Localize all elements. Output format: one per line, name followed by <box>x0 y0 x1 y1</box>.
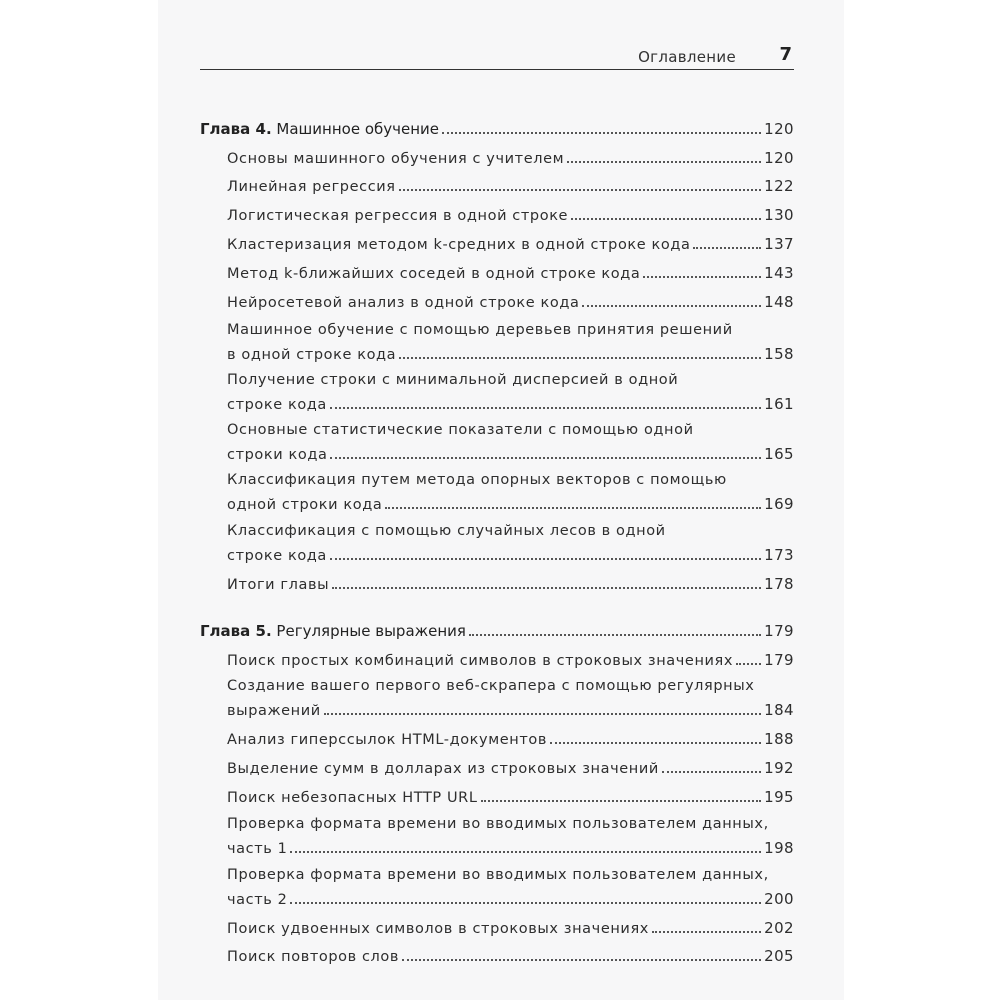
chapter-label: Глава 5. <box>200 622 272 640</box>
toc-entry <box>227 786 794 806</box>
toc-entry <box>227 204 794 224</box>
entry-title: Поиск небезопасных HTTP URL <box>227 790 478 806</box>
entry-title: Поиск удвоенных символов в строковых значениях <box>227 921 649 937</box>
entry-title-line-2: часть 2 <box>227 892 288 908</box>
page-number: 120 <box>764 149 794 167</box>
dot-leader <box>571 217 761 220</box>
page-number: 192 <box>764 759 794 777</box>
entry-title-line-1: Создание вашего первого веб-скрапера с помощью регулярных <box>227 678 755 694</box>
page-number: 205 <box>764 947 794 965</box>
dot-leader <box>399 356 761 359</box>
toc-entry <box>227 678 794 719</box>
dot-leader <box>330 456 761 459</box>
chapter-title: Машинное обучение <box>276 120 439 138</box>
page-number: 161 <box>764 395 794 413</box>
dot-leader <box>290 901 761 904</box>
toc-entry <box>227 372 794 413</box>
entry-title-line-2: одной строки кода <box>227 497 383 513</box>
entry-title-line-1: Получение строки с минимальной дисперсией в одной <box>227 372 679 388</box>
entry-title: Нейросетевой анализ в одной строке кода <box>227 295 580 311</box>
dot-leader <box>736 662 761 665</box>
dot-leader <box>442 131 761 134</box>
dot-leader <box>332 586 761 589</box>
dot-leader <box>567 160 761 163</box>
toc-entry <box>227 757 794 777</box>
entry-title: Выделение сумм в долларах из строковых значений <box>227 761 659 777</box>
dot-leader <box>481 799 762 802</box>
page-number: 179 <box>764 651 794 669</box>
entry-title: Анализ гиперссылок HTML-документов <box>227 732 548 748</box>
entry-title-line-1: Основные статистические показатели с помощью одной <box>227 422 694 438</box>
entry-title: Поиск повторов слов <box>227 949 400 965</box>
page-number: 137 <box>764 235 794 253</box>
toc-entry <box>227 523 794 564</box>
dot-leader <box>399 188 762 191</box>
toc-chapter-4 <box>200 118 794 138</box>
dot-leader <box>385 506 761 509</box>
toc-entry <box>227 573 794 593</box>
toc-chapter-5 <box>200 620 794 640</box>
page-number: 130 <box>764 206 794 224</box>
dot-leader <box>643 275 761 278</box>
entry-title-line-2: строке кода <box>227 548 327 564</box>
toc-entry <box>227 233 794 253</box>
dot-leader <box>652 930 761 933</box>
toc-entry <box>227 917 794 937</box>
toc-entry <box>227 422 794 463</box>
page-number: 178 <box>764 575 794 593</box>
page-number: 195 <box>764 788 794 806</box>
dot-leader <box>290 850 761 853</box>
toc-entry <box>227 147 794 167</box>
entry-title: Кластеризация методом k-средних в одной строке кода <box>227 237 691 253</box>
entry-title-line-1: Классификация с помощью случайных лесов в одной <box>227 523 666 539</box>
page-number: 198 <box>764 839 794 857</box>
header-title: Оглавление <box>638 48 736 66</box>
entry-title-line-1: Классификация путем метода опорных векторов с помощью <box>227 472 727 488</box>
page-number: 148 <box>764 293 794 311</box>
entry-title-line-2: выражений <box>227 703 321 719</box>
dot-leader <box>330 557 761 560</box>
entry-title: Поиск простых комбинаций символов в строковых значениях <box>227 653 734 669</box>
entry-title: Линейная регрессия <box>227 179 396 195</box>
page-number: 169 <box>764 495 794 513</box>
header-page-number: 7 <box>779 44 792 65</box>
entry-title-line-2: строке кода <box>227 397 327 413</box>
page-number: 188 <box>764 730 794 748</box>
toc-entry <box>227 649 794 669</box>
toc-entry <box>227 867 794 908</box>
page-number: 158 <box>764 345 794 363</box>
dot-leader <box>693 246 761 249</box>
entry-title: Основы машинного обучения с учителем <box>227 151 565 167</box>
page-number: 184 <box>764 701 794 719</box>
entry-title: Итоги главы <box>227 577 330 593</box>
page-number: 173 <box>764 546 794 564</box>
page-number: 165 <box>764 445 794 463</box>
toc-entry <box>227 322 794 363</box>
entry-title: Логистическая регрессия в одной строке <box>227 208 569 224</box>
dot-leader <box>550 741 761 744</box>
toc-entry <box>227 728 794 748</box>
dot-leader <box>402 958 761 961</box>
page-number: 143 <box>764 264 794 282</box>
toc-entry <box>227 262 794 282</box>
entry-title-line-2: часть 1 <box>227 841 288 857</box>
page-number: 122 <box>764 177 794 195</box>
entry-title-line-1: Проверка формата времени во вводимых пользователем данных, <box>227 867 769 883</box>
page-number: 202 <box>764 919 794 937</box>
page-number: 200 <box>764 890 794 908</box>
entry-title-line-1: Машинное обучение с помощью деревьев принятия решений <box>227 322 733 338</box>
toc-entry <box>227 945 794 965</box>
dot-leader <box>469 633 761 636</box>
page-number: 179 <box>764 622 794 640</box>
entry-title-line-2: в одной строке кода <box>227 347 397 363</box>
page-number: 120 <box>764 120 794 138</box>
entry-title-line-1: Проверка формата времени во вводимых пользователем данных, <box>227 816 769 832</box>
chapter-label: Глава 4. <box>200 120 272 138</box>
toc-entry <box>227 291 794 311</box>
dot-leader <box>662 770 761 773</box>
dot-leader <box>324 712 761 715</box>
dot-leader <box>582 304 761 307</box>
entry-title-line-2: строки кода <box>227 447 328 463</box>
chapter-title: Регулярные выражения <box>276 622 466 640</box>
toc-entry <box>227 816 794 857</box>
entry-title: Метод k-ближайших соседей в одной строке кода <box>227 266 641 282</box>
toc-entry <box>227 175 794 195</box>
toc-entry <box>227 472 794 513</box>
dot-leader <box>330 406 761 409</box>
